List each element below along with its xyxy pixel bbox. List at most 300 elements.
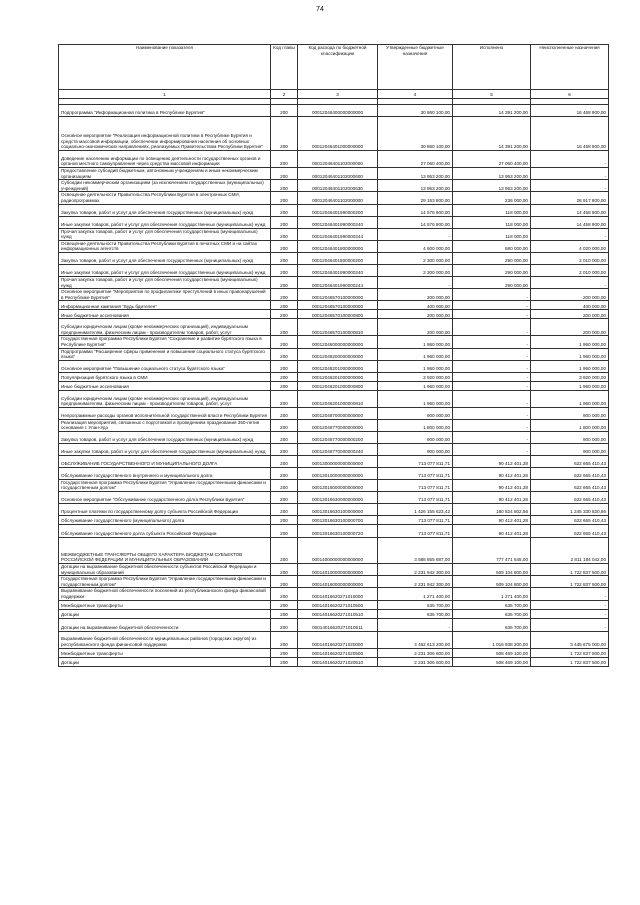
cell-done: 13 953 200,00 bbox=[453, 180, 531, 192]
cell-rest: 622 665 410,43 bbox=[531, 492, 609, 504]
table-row bbox=[59, 319, 609, 336]
cell-plan: 4 462 613 200,00 bbox=[378, 631, 453, 648]
cell-plan: 3 588 855 687,00 bbox=[378, 538, 453, 564]
cell-rest: 622 665 410,43 bbox=[531, 479, 609, 491]
cell-code: 00013016630100000000 bbox=[298, 504, 378, 516]
cell-name: Субсидии юридическим лицам (кроме некоммерческих организаций), индивидуальным предпринимателям, физическим лицам - производителям товаров, работ, услуг bbox=[59, 390, 271, 407]
cell-code: 00013016630100000720 bbox=[298, 525, 378, 538]
cell-plan: 713 077 811,71 bbox=[378, 525, 453, 538]
cell-plan: 1 960 000,00 bbox=[378, 360, 453, 372]
table-row bbox=[59, 252, 609, 264]
cell-name: Основное мероприятие "Реализация информационной политики в Республике Бурятия и средств массовой информации, обеспечение информирования населения об основных социально-экономических направлениях, реализуемых Правительством Республики Бурятия" bbox=[59, 117, 271, 151]
cell-rest: 16 468 900,00 bbox=[531, 117, 609, 151]
cell-done: 236 000,00 bbox=[453, 192, 531, 204]
cell-glava: 200 bbox=[271, 276, 298, 288]
column-number: 3 bbox=[298, 90, 378, 99]
cell-plan: 3 920 000,00 bbox=[378, 372, 453, 381]
table-row bbox=[59, 301, 609, 310]
cell-name: Обслуживание государственного долга субъекта Российской Федерации bbox=[59, 525, 271, 538]
cell-glava: 200 bbox=[271, 252, 298, 264]
cell-glava: 200 bbox=[271, 264, 298, 276]
cell-glava: 200 bbox=[271, 180, 298, 192]
cell-code: 00012048700000000000 bbox=[298, 407, 378, 419]
cell-plan: 713 077 811,71 bbox=[378, 516, 453, 525]
cell-name: МЕЖБЮДЖЕТНЫЕ ТРАНСФЕРТЫ ОБЩЕГО ХАРАКТЕРА БЮДЖЕТАМ СУБЪЕКТОВ РОССИЙСКОЙ ФЕДЕРАЦИИ И МУНИЦИПАЛЬНЫХ ОБРАЗОВАНИЙ bbox=[59, 538, 271, 564]
table-row bbox=[59, 204, 609, 216]
cell-name: Процентные платежи по государственному долгу субъекта Российской Федерации bbox=[59, 504, 271, 516]
cell-name: Выравнивание бюджетной обеспеченности поселений из республиканского фонда финансовой поддержки bbox=[59, 588, 271, 600]
table-row bbox=[59, 648, 609, 657]
cell-rest: 622 665 410,43 bbox=[531, 525, 609, 538]
header-cell: Утвержденные бюджетные назначения bbox=[378, 45, 453, 90]
table-body bbox=[59, 105, 609, 667]
cell-glava: 200 bbox=[271, 618, 298, 631]
cell-plan: 27 060 400,00 bbox=[378, 151, 453, 168]
cell-plan: 2 231 306 600,00 bbox=[378, 657, 453, 666]
cell-name: Основное мероприятие "Повышение социального статуса бурятского языка" bbox=[59, 360, 271, 372]
table-row bbox=[59, 216, 609, 228]
cell-done: - bbox=[453, 443, 531, 455]
cell-name: Иные закупки товаров, работ и услуг для обеспечения государственных (муниципальных) нужд bbox=[59, 264, 271, 276]
cell-plan: 900 000,00 bbox=[378, 407, 453, 419]
cell-plan: 713 077 811,71 bbox=[378, 455, 453, 467]
cell-code: 00012046401990000244 bbox=[298, 228, 378, 240]
cell-plan: 200 000,00 bbox=[378, 310, 453, 319]
table-row bbox=[59, 431, 609, 443]
cell-code: 00012046570100000810 bbox=[298, 319, 378, 336]
table-row bbox=[59, 117, 609, 151]
cell-glava: 200 bbox=[271, 576, 298, 588]
cell-plan: 1 960 000,00 bbox=[378, 381, 453, 390]
cell-rest: 14 458 900,00 bbox=[531, 216, 609, 228]
table-row bbox=[59, 609, 609, 618]
cell-rest: 622 665 410,43 bbox=[531, 516, 609, 525]
cell-rest: - bbox=[531, 168, 609, 180]
cell-glava: 200 bbox=[271, 407, 298, 419]
cell-glava: 200 bbox=[271, 504, 298, 516]
cell-plan: 1 960 000,00 bbox=[378, 390, 453, 407]
table-row bbox=[59, 180, 609, 192]
column-number: 5 bbox=[453, 90, 531, 99]
cell-code: 00014016620271020000 bbox=[298, 631, 378, 648]
cell-code: 00012046401102000600 bbox=[298, 168, 378, 180]
cell-glava: 200 bbox=[271, 192, 298, 204]
cell-plan: 713 077 811,71 bbox=[378, 479, 453, 491]
table-row bbox=[59, 455, 609, 467]
cell-code: 00012048201000000000 bbox=[298, 360, 378, 372]
table-row bbox=[59, 467, 609, 479]
cell-done: - bbox=[453, 372, 531, 381]
cell-rest: 3 920 000,00 bbox=[531, 372, 609, 381]
table-row bbox=[59, 479, 609, 491]
cell-code: 00012046401990000240 bbox=[298, 216, 378, 228]
cell-glava: 200 bbox=[271, 105, 298, 117]
cell-glava: 200 bbox=[271, 479, 298, 491]
table-row bbox=[59, 618, 609, 631]
cell-rest: - bbox=[531, 180, 609, 192]
cell-rest: - bbox=[531, 151, 609, 168]
cell-code: 00012048770000000240 bbox=[298, 443, 378, 455]
cell-rest: 1 722 837 500,00 bbox=[531, 576, 609, 588]
cell-done: 635 700,00 bbox=[453, 609, 531, 618]
cell-rest: 1 722 837 500,00 bbox=[531, 648, 609, 657]
cell-rest: 3 445 675 000,00 bbox=[531, 631, 609, 648]
cell-rest: 1 960 000,00 bbox=[531, 381, 609, 390]
cell-done: 90 412 401,28 bbox=[453, 455, 531, 467]
cell-done: 1 271 400,00 bbox=[453, 588, 531, 600]
cell-rest: 1 800 000,00 bbox=[531, 419, 609, 431]
cell-code: 00014000000000000000 bbox=[298, 538, 378, 564]
cell-name: ОБСЛУЖИВАНИЕ ГОСУДАРСТВЕННОГО И МУНИЦИПАЛЬНОГО ДОЛГА bbox=[59, 455, 271, 467]
table-row bbox=[59, 192, 609, 204]
cell-name: Закупка товаров, работ и услуг для обеспечения государственных (муниципальных) нужд bbox=[59, 431, 271, 443]
cell-name: Прочая закупка товаров, работ и услуг для обеспечения государственных (муниципальных) нужд bbox=[59, 276, 271, 288]
table-row bbox=[59, 276, 609, 288]
table-row bbox=[59, 336, 609, 348]
cell-code: 00014016620271010500 bbox=[298, 600, 378, 609]
cell-name: Непрограммные расходы органов исполнительной государственной власти Республики Бурятия bbox=[59, 407, 271, 419]
cell-rest: 200 000,00 bbox=[531, 310, 609, 319]
cell-done: - bbox=[453, 336, 531, 348]
cell-rest: 2 811 184 042,00 bbox=[531, 538, 609, 564]
cell-name: Межбюджетные трансферты bbox=[59, 600, 271, 609]
cell-code: 00012046401800000000 bbox=[298, 240, 378, 252]
column-number: 1 bbox=[59, 90, 271, 99]
cell-code: 00012048770000000000 bbox=[298, 419, 378, 431]
column-number: 6 bbox=[531, 90, 609, 99]
cell-rest: 1 245 330 820,86 bbox=[531, 504, 609, 516]
cell-done: 14 391 200,00 bbox=[453, 117, 531, 151]
cell-glava: 200 bbox=[271, 228, 298, 240]
cell-done: 290 000,00 bbox=[453, 276, 531, 288]
cell-done: 90 412 401,28 bbox=[453, 525, 531, 538]
cell-rest: 2 010 000,00 bbox=[531, 264, 609, 276]
cell-rest: 28 917 800,00 bbox=[531, 192, 609, 204]
cell-glava: 200 bbox=[271, 240, 298, 252]
table-row bbox=[59, 348, 609, 360]
cell-glava: 200 bbox=[271, 631, 298, 648]
cell-rest: 200 000,00 bbox=[531, 319, 609, 336]
table-row bbox=[59, 381, 609, 390]
cell-code: 00012048770000000200 bbox=[298, 431, 378, 443]
cell-glava: 200 bbox=[271, 419, 298, 431]
cell-done: 290 000,00 bbox=[453, 264, 531, 276]
cell-glava: 200 bbox=[271, 525, 298, 538]
cell-rest: 200 000,00 bbox=[531, 289, 609, 301]
cell-name: Субсидии юридическим лицам (кроме некоммерческих организаций), индивидуальным предпринимателям, физическим лицам - производителям товаров, работ, услуг bbox=[59, 319, 271, 336]
cell-name: Иные закупки товаров, работ и услуг для обеспечения государственных (муниципальных) нужд bbox=[59, 443, 271, 455]
cell-glava: 200 bbox=[271, 588, 298, 600]
cell-glava: 200 bbox=[271, 455, 298, 467]
cell-code: 00012046401990000200 bbox=[298, 204, 378, 216]
cell-name: Государственная программа Республики Бурятия "Управление государственными финансами и государственным долгом" bbox=[59, 576, 271, 588]
cell-rest: - bbox=[531, 228, 609, 240]
cell-done: 580 000,00 bbox=[453, 240, 531, 252]
cell-plan: 2 231 942 300,00 bbox=[378, 576, 453, 588]
cell-code: 00012046401990000240 bbox=[298, 264, 378, 276]
cell-done: - bbox=[453, 348, 531, 360]
cell-rest: 1 960 000,00 bbox=[531, 348, 609, 360]
cell-name: Дотации bbox=[59, 657, 271, 666]
cell-name: Иные бюджетные ассигнования bbox=[59, 381, 271, 390]
cell-done: 635 700,00 bbox=[453, 600, 531, 609]
cell-plan: 14 576 900,00 bbox=[378, 216, 453, 228]
cell-rest: 1 960 000,00 bbox=[531, 390, 609, 407]
cell-glava: 200 bbox=[271, 348, 298, 360]
cell-done: - bbox=[453, 319, 531, 336]
cell-done: 90 412 401,28 bbox=[453, 479, 531, 491]
cell-done: 27 060 400,00 bbox=[453, 151, 531, 168]
cell-code: 00013016000000000000 bbox=[298, 479, 378, 491]
cell-plan: 200 000,00 bbox=[378, 319, 453, 336]
table-row bbox=[59, 372, 609, 381]
table-row bbox=[59, 600, 609, 609]
cell-name: Иные закупки товаров, работ и услуг для обеспечения государственных (муниципальных) нужд bbox=[59, 216, 271, 228]
cell-plan: - bbox=[378, 228, 453, 240]
page-number: 74 bbox=[316, 6, 324, 13]
cell-code: 00013000000000000000 bbox=[298, 455, 378, 467]
cell-done: 508 469 100,00 bbox=[453, 657, 531, 666]
cell-rest: 1 722 837 500,00 bbox=[531, 564, 609, 576]
cell-glava: 200 bbox=[271, 216, 298, 228]
cell-name: Субсидии некоммерческим организациям (за исключением государственных (муниципальных) учреждений) bbox=[59, 180, 271, 192]
cell-done: - bbox=[453, 289, 531, 301]
table-row bbox=[59, 516, 609, 525]
cell-glava: 200 bbox=[271, 117, 298, 151]
cell-name: Государственная программа Республики Бурятия "Управление государственными финансами и государственным долгом" bbox=[59, 479, 271, 491]
table-row bbox=[59, 443, 609, 455]
cell-plan: 713 077 811,71 bbox=[378, 492, 453, 504]
cell-plan: 13 953 200,00 bbox=[378, 168, 453, 180]
cell-glava: 200 bbox=[271, 360, 298, 372]
cell-code: 00012046401102000630 bbox=[298, 180, 378, 192]
table-row bbox=[59, 576, 609, 588]
cell-plan: - bbox=[378, 618, 453, 631]
cell-name: Закупка товаров, работ и услуг для обеспечения государственных (муниципальных) нужд bbox=[59, 252, 271, 264]
table-row bbox=[59, 390, 609, 407]
cell-plan: 635 700,00 bbox=[378, 600, 453, 609]
cell-glava: 200 bbox=[271, 372, 298, 381]
cell-glava: 200 bbox=[271, 516, 298, 525]
cell-code: 00012046401102000000 bbox=[298, 151, 378, 168]
cell-code: 00014016620271010000 bbox=[298, 588, 378, 600]
cell-plan: 1 800 000,00 bbox=[378, 419, 453, 431]
cell-done: - bbox=[453, 381, 531, 390]
table-row bbox=[59, 151, 609, 168]
cell-plan: - bbox=[378, 276, 453, 288]
cell-glava: 200 bbox=[271, 443, 298, 455]
header-cell: Исполнено bbox=[453, 45, 531, 90]
cell-done: 508 469 100,00 bbox=[453, 648, 531, 657]
header-cell: Наименование показателя bbox=[59, 45, 271, 90]
cell-glava: 200 bbox=[271, 538, 298, 564]
table-row bbox=[59, 538, 609, 564]
cell-code: 00014016620271020500 bbox=[298, 648, 378, 657]
cell-glava: 200 bbox=[271, 431, 298, 443]
cell-code: 00012046401990000244 bbox=[298, 276, 378, 288]
cell-plan: 400 000,00 bbox=[378, 301, 453, 310]
cell-name: Основное мероприятие "Обслуживание государственного долга Республики Бурятия" bbox=[59, 492, 271, 504]
cell-glava: 200 bbox=[271, 564, 298, 576]
cell-name: Популяризация бурятского языка в СМИ bbox=[59, 372, 271, 381]
table-row bbox=[59, 105, 609, 117]
cell-rest: 14 458 900,00 bbox=[531, 204, 609, 216]
cell-name: Дотации bbox=[59, 609, 271, 618]
cell-glava: 200 bbox=[271, 467, 298, 479]
table-row bbox=[59, 360, 609, 372]
cell-done: - bbox=[453, 360, 531, 372]
cell-done: 90 412 401,28 bbox=[453, 467, 531, 479]
cell-glava: 200 bbox=[271, 289, 298, 301]
cell-plan: 900 000,00 bbox=[378, 443, 453, 455]
cell-name: Основное мероприятие "Мероприятия по профилактике преступлений в иных правонарушений в Республике Бурятия" bbox=[59, 289, 271, 301]
cell-code: 00014016620271020510 bbox=[298, 657, 378, 666]
cell-done: 118 000,00 bbox=[453, 204, 531, 216]
cell-plan: 14 576 900,00 bbox=[378, 204, 453, 216]
column-number-row bbox=[59, 90, 609, 99]
cell-name: Дотации на выравнивание бюджетной обеспеченности bbox=[59, 618, 271, 631]
table-row bbox=[59, 264, 609, 276]
cell-code: 00012046201000000810 bbox=[298, 390, 378, 407]
cell-glava: 200 bbox=[271, 492, 298, 504]
table-row bbox=[59, 228, 609, 240]
cell-done: - bbox=[453, 390, 531, 407]
column-number: 4 bbox=[378, 90, 453, 99]
cell-plan: 2 231 942 300,00 bbox=[378, 564, 453, 576]
header-cell: Неисполненные назначения bbox=[531, 45, 609, 90]
cell-name: Доведение населению информации по освещению деятельности государственных органов и органов местного самоуправления через средства массовой информации bbox=[59, 151, 271, 168]
header-cell: Код расхода по бюджетной классификации bbox=[298, 45, 378, 90]
cell-done: 13 953 200,00 bbox=[453, 168, 531, 180]
cell-glava: 200 bbox=[271, 204, 298, 216]
cell-code: 00013016630000000000 bbox=[298, 492, 378, 504]
cell-plan: 1 271 400,00 bbox=[378, 588, 453, 600]
cell-done: 118 000,00 bbox=[453, 228, 531, 240]
cell-plan: 30 860 100,00 bbox=[378, 117, 453, 151]
cell-rest: - bbox=[531, 600, 609, 609]
cell-code: 00014016000000000000 bbox=[298, 576, 378, 588]
cell-rest: 1 960 000,00 bbox=[531, 360, 609, 372]
cell-done: - bbox=[453, 310, 531, 319]
cell-done: 509 104 800,00 bbox=[453, 576, 531, 588]
cell-rest: 900 000,00 bbox=[531, 443, 609, 455]
cell-name: Информационная кампания "Будь бдителен" bbox=[59, 301, 271, 310]
cell-name: Прочая закупка товаров, работ и услуг для обеспечения государственных (муниципальных) нужд bbox=[59, 228, 271, 240]
cell-plan: 13 953 200,00 bbox=[378, 180, 453, 192]
cell-done: - bbox=[453, 419, 531, 431]
cell-plan: 29 153 800,00 bbox=[378, 192, 453, 204]
table-row bbox=[59, 407, 609, 419]
table-row bbox=[59, 419, 609, 431]
cell-rest: 622 665 410,43 bbox=[531, 455, 609, 467]
table-row bbox=[59, 525, 609, 538]
cell-code: 00012046201000000000 bbox=[298, 372, 378, 381]
table-row bbox=[59, 168, 609, 180]
cell-rest: - bbox=[531, 618, 609, 631]
header-cell: Код главы bbox=[271, 45, 298, 90]
cell-plan: 635 700,00 bbox=[378, 609, 453, 618]
cell-name: Реализация мероприятий, связанных с подготовкой и проведением празднования 350-летия основания г. Улан-Удэ bbox=[59, 419, 271, 431]
cell-done: - bbox=[453, 301, 531, 310]
cell-code: 00014016620271010511 bbox=[298, 618, 378, 631]
cell-code: 00012046570100000000 bbox=[298, 289, 378, 301]
cell-glava: 200 bbox=[271, 381, 298, 390]
cell-done: 509 104 800,00 bbox=[453, 564, 531, 576]
cell-plan: 4 600 000,00 bbox=[378, 240, 453, 252]
cell-glava: 200 bbox=[271, 609, 298, 618]
cell-done: 290 000,00 bbox=[453, 252, 531, 264]
cell-name: Межбюджетные трансферты bbox=[59, 648, 271, 657]
cell-done: 90 412 401,28 bbox=[453, 516, 531, 525]
cell-rest: 4 020 000,00 bbox=[531, 240, 609, 252]
cell-name: Подпрограмма "Информационная политика в Республике Бурятия" bbox=[59, 105, 271, 117]
table-row bbox=[59, 310, 609, 319]
cell-plan: 30 860 100,00 bbox=[378, 105, 453, 117]
cell-name: Подпрограмма "Расширение сферы применения и повышение социального статуса бурятского языка" bbox=[59, 348, 271, 360]
cell-code: 00012046201000000800 bbox=[298, 381, 378, 390]
cell-glava: 200 bbox=[271, 301, 298, 310]
cell-name: Обслуживание государственного (муниципального) долга bbox=[59, 516, 271, 525]
cell-code: 00012046401000000000 bbox=[298, 117, 378, 151]
table-row bbox=[59, 657, 609, 666]
cell-done: 118 000,00 bbox=[453, 216, 531, 228]
cell-rest: - bbox=[531, 588, 609, 600]
cell-plan: 1 960 000,00 bbox=[378, 348, 453, 360]
cell-glava: 200 bbox=[271, 390, 298, 407]
cell-code: 00014010000000000000 bbox=[298, 564, 378, 576]
cell-done: 777 471 645,00 bbox=[453, 538, 531, 564]
cell-rest: - bbox=[531, 276, 609, 288]
cell-code: 00012046401102000000 bbox=[298, 192, 378, 204]
table-row bbox=[59, 564, 609, 576]
cell-name: Иные бюджетные ассигнования bbox=[59, 310, 271, 319]
cell-code: 00012046000000000000 bbox=[298, 336, 378, 348]
cell-plan: 900 000,00 bbox=[378, 431, 453, 443]
cell-glava: 200 bbox=[271, 168, 298, 180]
cell-plan: 2 300 000,00 bbox=[378, 252, 453, 264]
cell-rest: 900 000,00 bbox=[531, 407, 609, 419]
cell-code: 00012046570100000000 bbox=[298, 301, 378, 310]
cell-name: Закупка товаров, работ и услуг для обеспечения государственных (муниципальных) нужд bbox=[59, 204, 271, 216]
cell-done: 1 016 938 200,00 bbox=[453, 631, 531, 648]
cell-done: 635 700,00 bbox=[453, 618, 531, 631]
cell-done: - bbox=[453, 431, 531, 443]
cell-done: - bbox=[453, 407, 531, 419]
cell-plan: 2 300 000,00 bbox=[378, 264, 453, 276]
cell-glava: 200 bbox=[271, 336, 298, 348]
cell-done: 180 824 802,56 bbox=[453, 504, 531, 516]
cell-name: Освещение деятельности Правительства Республики Бурятия в электронных СМИ, радиопрограммах bbox=[59, 192, 271, 204]
cell-done: 90 412 401,28 bbox=[453, 492, 531, 504]
cell-plan: 1 426 155 623,42 bbox=[378, 504, 453, 516]
cell-code: 00012046570100000800 bbox=[298, 310, 378, 319]
cell-name: Обслуживание государственного внутреннего и муниципального долга bbox=[59, 467, 271, 479]
cell-glava: 200 bbox=[271, 310, 298, 319]
cell-plan: 1 960 000,00 bbox=[378, 336, 453, 348]
cell-code: 00012046401800000200 bbox=[298, 252, 378, 264]
cell-rest: 900 000,00 bbox=[531, 431, 609, 443]
cell-name: Предоставление субсидий бюджетным, автономным учреждениям и иным некоммерческим организациям bbox=[59, 168, 271, 180]
budget-execution-table bbox=[58, 44, 609, 667]
cell-glava: 200 bbox=[271, 151, 298, 168]
cell-rest: 400 000,00 bbox=[531, 301, 609, 310]
cell-rest: 1 722 837 500,00 bbox=[531, 657, 609, 666]
cell-code: 00013010000000000000 bbox=[298, 467, 378, 479]
table-row bbox=[59, 240, 609, 252]
cell-name: Государственная программа Республики Бурятия "Сохранение и развитие бурятского языка в Республике Бурятия" bbox=[59, 336, 271, 348]
cell-plan: 713 077 811,71 bbox=[378, 467, 453, 479]
cell-rest: 2 010 000,00 bbox=[531, 252, 609, 264]
